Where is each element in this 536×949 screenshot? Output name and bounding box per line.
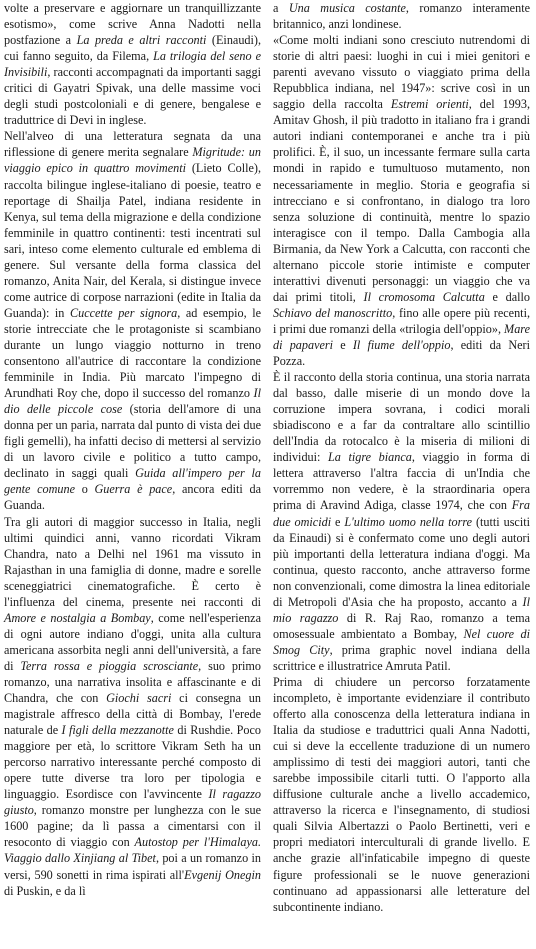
text-run: (tutti usciti da Einaudi) si è confermato come uno degli autori più importanti della letteratura indiana d'oggi. Ma continua, questo racconto, anche attraverso forme non convenzionali, come dimostra la linea editoriale di Metropoli d'Asia che ha proposto, accanto a — [273, 514, 530, 609]
italic-title: Giochi sacri — [106, 691, 172, 706]
paragraph — [273, 674, 530, 915]
text-run: di Puskin, e da lì — [4, 883, 86, 898]
italic-title: Nel cuore di Smog City — [273, 626, 530, 657]
text-run: , suo primo romanzo, una narrativa insolita e affascinante e di Chandra, che con — [4, 658, 262, 706]
text-run: ci consegna un magistrale affresco della città di Bombay, l'erede naturale de — [4, 691, 261, 738]
paragraph — [4, 128, 261, 513]
italic-title: Il mio ragazzo — [273, 594, 530, 625]
italic-title: L'ultimo uomo nella torre — [344, 514, 473, 529]
text-run: di R. Raj Rao, romanzo a tema omosessuale ambientato a Bombay, — [273, 610, 530, 641]
italic-title: Mare di papaveri — [273, 321, 530, 352]
text-run: Nell'alveo di una letteratura segnata da una riflessione di genere merita segnalare — [4, 129, 261, 160]
text-run: , poi a un romanzo in versi, 590 sonetti in rima ispirati all' — [4, 851, 261, 882]
italic-title: Il fiume dell'oppio — [352, 337, 451, 352]
italic-title: Fra due omicidi — [273, 498, 530, 529]
text-run: , romanzo interamente britannico, anzi londinese. — [273, 1, 530, 32]
text-run: , romanzo monstre per lunghezza con le sue 1600 pagine; da lì passa a cimentarsi con il resoconto di viaggio con — [4, 803, 261, 850]
text-run: e dallo — [484, 289, 531, 304]
text-run: (Einaudi), cui fanno seguito, da Filema, — [4, 33, 262, 64]
italic-title: Una musica costante — [288, 1, 406, 15]
paragraph — [273, 0, 530, 32]
text-run: e — [331, 514, 345, 529]
text-run: a — [273, 1, 289, 15]
italic-title: Il cromosoma Calcutta — [363, 289, 485, 304]
text-run: Prima di chiudere un percorso forzatamente incompleto, è importante evidenziare il contributo offerto alla conoscenza della letteratura indiana in Italia da studiose e traduttrici quali Anna Nadotti, cui si deve la eccellente traduzione di un numero amplissimo di testi dei maggiori autori, tanti che sarebbe impossibile citarli tutti. O l'apporto alla diffusione culturale anche a livello accademico, attraverso la ricerca e l'insegnamento, di studiosi quali Silvia Albertazzi o Paolo Bertinetti, veri e propri mediatori interculturali di grande livello. E anche grazie all'infaticabile impegno di queste figure professionali se le nuove generazioni continuano ad appassionarsi alle letterature del subcontinente indiano. — [273, 674, 530, 914]
text-run: «Come molti indiani sono cresciuto nutrendomi di storie di altri paesi: luoghi in cui i miei genitori e parenti avevano vissuto o viaggiato prima della Repubblica indiana, nel 1947»: scrive così in un saggio della raccolta — [273, 33, 530, 112]
text-run: È il racconto della storia continua, una storia narrata dal basso, dalle miserie di un mondo dove la corruzione impera sovrana, i codici morali sbiadiscono e a far da contraltare allo scintillio dell'India da rotocalco è la miseria di milioni di individui: — [273, 370, 530, 465]
text-run: , come nell'esperienza di ogni autore indiano d'oggi, unita alla cultura americana assorbita negli anni dell'università, a fare di — [4, 610, 261, 673]
italic-title: Evgenij Onegin — [184, 867, 261, 882]
italic-title: Cuccette per signora — [69, 305, 178, 320]
text-run: , racconti accompagnati da importanti saggi critici di Gayatri Spivak, una delle massime voci degli studi postcoloniali e di genere, bengalese e traduttrice di Devi in inglese. — [4, 65, 261, 128]
paragraph — [4, 514, 261, 899]
italic-title: Autostop per l'Himalaya. Viaggio dallo Xinjiang al Tibet — [4, 835, 261, 866]
italic-title: I figli della mezzanotte — [61, 723, 174, 738]
text-run: o — [75, 482, 95, 497]
italic-title: Il ragazzo giusto — [4, 787, 261, 818]
italic-title: Guerra è pace — [94, 482, 173, 497]
italic-title: Schiavo del manoscritto — [273, 305, 393, 320]
italic-title: La preda e altri racconti — [76, 33, 207, 48]
left-column — [4, 0, 261, 949]
italic-title: Il dio delle piccole cose — [4, 386, 261, 417]
text-run: , ancora editi da Guanda. — [4, 482, 261, 513]
right-column — [273, 0, 530, 949]
italic-title: Estremi orienti — [390, 97, 469, 112]
text-run: Tra gli autori di maggior successo in Italia, negli ultimi quindici anni, vanno ricordati Vikram Chandra, nato a Delhi nel 1961 ma vissuto in Rajasthan in una famiglia di donne, madre e sorelle sceneggiatrici cinematografiche. È certo è l'influenza del cinema, presente nei racconti di — [4, 514, 261, 609]
text-run: (Lieto Colle), raccolta bilingue inglese-italiano di poesie, teatro e reportage di Shailja Patel, indiana residente in Kenya, sul tema della migrazione e della condizione femminile in quattro continenti: testi incentrati sul sari, inteso come elemento culturale ed emblema di genere. Sul versante della forma classica del romanzo, Anita Nair, del Kerala, si distingue invece come autrice di corpose narrazioni (edite in Italia da Guanda): in — [4, 161, 261, 320]
text-run: , ad esempio, le storie intrecciate che le protagoniste si scambiano durante un lungo viaggio notturno in treno consentono all'autrice di raccontare la condizione femminile in India. Più marcato l'impegno di Arundhati Roy che, dopo il successo del romanzo — [4, 305, 261, 401]
text-run: , prima graphic novel indiana della scrittrice e illustratrice Amruta Patil. — [273, 642, 530, 673]
italic-title: La trilogia del seno e Invisibili — [4, 49, 261, 80]
paragraph — [273, 32, 530, 369]
italic-title: Guida all'impero per la gente comune — [4, 466, 261, 497]
text-run: , editi da Neri Pozza. — [273, 337, 530, 369]
italic-title: Migritude: un viaggio epico in quattro movimenti — [4, 145, 261, 176]
italic-title: La tigre bianca — [328, 450, 412, 465]
text-run: volte a preservare e aggiornare un tranquillizzante esotismo», come scrive Anna Nadotti nella postfazione a — [4, 1, 261, 48]
text-run: e — [333, 337, 353, 352]
paragraph — [273, 369, 530, 674]
paragraph — [4, 0, 261, 128]
text-run: , del 1993, Amitav Ghosh, il più tradotto in italiano fra i grandi autori indiani contemporanei e anche tra i più prolifici. È, il suo, un incessante fermare sulla carta mondi in rapido e tumultuoso mutamento, non necessariamente in meglio. Storia e geografia si intrecciano e si confrontano, in dialogo tra loro senza soluzione di continuità, mentre lo spazio interagisce con il tempo. Dalla Cambogia alla Birmania, da New York a Calcutta, con racconti che alternano piccole storie intimiste e computer interattivi divenuti personaggi: un viaggio che va dai primi titoli, — [273, 97, 531, 304]
italic-title: Amore e nostalgia a Bombay — [4, 610, 151, 625]
text-run: (storia dell'amore di una donna per un paria, narrata dal punto di vista dei due figli gemelli), ha infatti deciso di mettersi al servizio di un lavoro civile e politico a tutto campo, declinato in saggi quali — [4, 402, 261, 481]
text-run: , viaggio in forma di lettera attraverso l'altra faccia di un'India che vorremmo non vedere, è la straordinaria opera prima di Aravind Adiga, classe 1974, che con — [273, 450, 530, 513]
text-run: , fino alle opere più recenti, i primi due romanzi della «trilogia dell'oppio», — [273, 305, 531, 336]
italic-title: Terra rossa e pioggia scrosciante — [20, 658, 199, 673]
text-run: di Rushdie. Poco maggiore per età, lo scrittore Vikram Seth ha un percorso narrativo interessante perché composto di opere tutte diverse tra loro per tipologia e linguaggio. Esordisce con l'avvincente — [4, 723, 262, 802]
